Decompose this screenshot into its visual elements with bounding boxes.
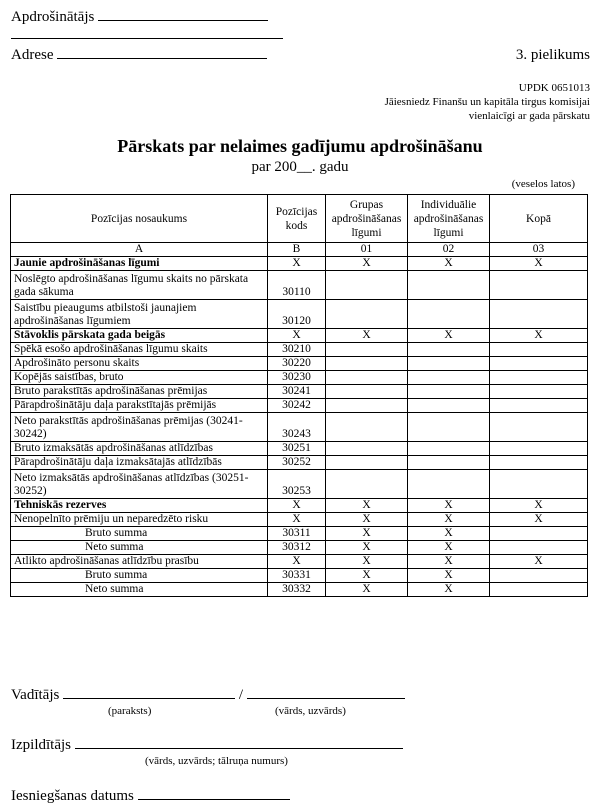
row-code-cell: 30110 — [268, 271, 326, 300]
row-name-cell: Atlikto apdrošināšanas atlīdzību prasību — [11, 555, 268, 569]
row-individual-cell[interactable]: X — [408, 257, 490, 271]
row-group-cell[interactable]: X — [326, 527, 408, 541]
row-group-cell[interactable]: X — [326, 513, 408, 527]
row-group-cell[interactable]: X — [326, 541, 408, 555]
col-name-header: Pozīcijas nosaukums — [11, 195, 268, 243]
row-individual-cell[interactable]: X — [408, 583, 490, 597]
insurer-input-line[interactable] — [98, 6, 268, 21]
table-row — [11, 329, 588, 343]
row-individual-cell[interactable] — [408, 470, 490, 499]
table-row — [11, 371, 588, 385]
submit-note-line1: Jāiesniedz Finanšu un kapitāla tirgus komisijai — [384, 96, 590, 108]
letter-cell: 03 — [490, 243, 588, 257]
row-individual-cell[interactable] — [408, 442, 490, 456]
table-row — [11, 257, 588, 271]
row-total-cell[interactable]: X — [490, 555, 588, 569]
row-code-cell: X — [268, 257, 326, 271]
row-individual-cell[interactable]: X — [408, 513, 490, 527]
table-row — [11, 555, 588, 569]
row-code-cell: 30242 — [268, 399, 326, 413]
table-row — [11, 343, 588, 357]
appendix-label: 3. pielikums — [515, 47, 590, 63]
executor-label: Izpildītājs — [11, 737, 71, 753]
table-row — [11, 470, 588, 499]
row-total-cell[interactable]: X — [490, 499, 588, 513]
row-code-cell: X — [268, 329, 326, 343]
executor-hint: (vārds, uzvārds; tālruņa numurs) — [145, 755, 288, 767]
row-code-cell: 30311 — [268, 527, 326, 541]
row-code-cell: X — [268, 513, 326, 527]
row-individual-cell[interactable] — [408, 343, 490, 357]
row-total-cell[interactable] — [490, 371, 588, 385]
report-period: par 200__. gadu — [251, 159, 349, 175]
row-code-cell: 30332 — [268, 583, 326, 597]
table-row — [11, 271, 588, 300]
address-field — [11, 44, 267, 64]
row-name-cell: Saistību pieaugums atbilstoši jaunajiem apdrošināšanas līgumiem — [11, 300, 268, 329]
row-name-cell: Apdrošināto personu skaits — [11, 357, 268, 371]
report-title: Pārskats par nelaimes gadījumu apdrošināšanu — [117, 136, 483, 156]
table-row — [11, 357, 588, 371]
row-name-cell: Stāvoklis pārskata gada beigās — [11, 329, 268, 343]
table-row — [11, 399, 588, 413]
row-individual-cell[interactable] — [408, 385, 490, 399]
row-total-cell[interactable] — [490, 413, 588, 442]
letter-cell: 01 — [326, 243, 408, 257]
row-group-cell[interactable]: X — [326, 583, 408, 597]
insurer-field — [11, 6, 268, 26]
slash: / — [238, 687, 243, 703]
row-group-cell[interactable] — [326, 399, 408, 413]
row-total-cell[interactable]: X — [490, 329, 588, 343]
table-row — [11, 385, 588, 399]
row-individual-cell[interactable] — [408, 371, 490, 385]
row-name-cell: Tehniskās rezerves — [11, 499, 268, 513]
table-row — [11, 513, 588, 527]
row-total-cell[interactable]: X — [490, 513, 588, 527]
row-total-cell[interactable] — [490, 442, 588, 456]
row-group-cell[interactable] — [326, 385, 408, 399]
row-group-cell[interactable] — [326, 371, 408, 385]
col-individual-header: Individuālie apdrošināšanas līgumi — [408, 195, 490, 243]
row-individual-cell[interactable] — [408, 456, 490, 470]
date-label: Iesniegšanas datums — [11, 788, 134, 804]
row-name-cell: Neto parakstītās apdrošināšanas prēmijas (30241-30242) — [11, 413, 268, 442]
manager-signature-line[interactable] — [63, 684, 235, 699]
table-row — [11, 583, 588, 597]
row-group-cell[interactable] — [326, 343, 408, 357]
row-group-cell[interactable] — [326, 357, 408, 371]
col-total-header: Kopā — [490, 195, 588, 243]
name-hint: (vārds, uzvārds) — [275, 705, 346, 717]
form-code: UPDK 0651013 — [518, 82, 590, 94]
row-total-cell[interactable] — [490, 541, 588, 555]
row-group-cell[interactable]: X — [326, 555, 408, 569]
row-code-cell: 30230 — [268, 371, 326, 385]
row-group-cell[interactable] — [326, 300, 408, 329]
manager-field — [11, 684, 405, 704]
row-code-cell: 30241 — [268, 385, 326, 399]
row-individual-cell[interactable]: X — [408, 527, 490, 541]
row-group-cell[interactable]: X — [326, 569, 408, 583]
row-code-cell: 30210 — [268, 343, 326, 357]
column-letters-row — [11, 243, 588, 257]
row-total-cell[interactable] — [490, 271, 588, 300]
table-row — [11, 569, 588, 583]
row-group-cell[interactable] — [326, 271, 408, 300]
row-name-cell: Bruto summa — [11, 569, 268, 583]
table-row — [11, 456, 588, 470]
row-individual-cell[interactable]: X — [408, 329, 490, 343]
letter-cell: B — [268, 243, 326, 257]
row-name-cell: Nenopelnīto prēmiju un neparedzēto risku — [11, 513, 268, 527]
row-total-cell[interactable] — [490, 527, 588, 541]
table-row — [11, 413, 588, 442]
row-total-cell[interactable] — [490, 583, 588, 597]
row-code-cell: X — [268, 499, 326, 513]
manager-name-line[interactable] — [247, 684, 405, 699]
col-group-header: Grupas apdrošināšanas līgumi — [326, 195, 408, 243]
report-table — [10, 194, 588, 597]
row-code-cell: 30312 — [268, 541, 326, 555]
row-individual-cell[interactable] — [408, 357, 490, 371]
row-group-cell[interactable] — [326, 456, 408, 470]
units-note: (veselos latos) — [511, 178, 575, 190]
address-label: Adrese — [11, 47, 54, 63]
row-total-cell[interactable]: X — [490, 257, 588, 271]
row-name-cell: Bruto summa — [11, 527, 268, 541]
date-line[interactable] — [138, 785, 290, 800]
insurer-label: Apdrošinātājs — [11, 9, 95, 25]
row-name-cell: Pārapdrošinātāju daļa parakstītajās prēmijās — [11, 399, 268, 413]
row-group-cell[interactable]: X — [326, 499, 408, 513]
row-group-cell[interactable]: X — [326, 329, 408, 343]
row-total-cell[interactable] — [490, 343, 588, 357]
row-code-cell: 30220 — [268, 357, 326, 371]
row-code-cell: 30331 — [268, 569, 326, 583]
row-total-cell[interactable] — [490, 456, 588, 470]
row-total-cell[interactable] — [490, 300, 588, 329]
row-code-cell: X — [268, 555, 326, 569]
row-total-cell[interactable] — [490, 385, 588, 399]
table-header-row — [11, 195, 588, 243]
row-code-cell: 30251 — [268, 442, 326, 456]
executor-field — [11, 734, 403, 754]
row-individual-cell[interactable] — [408, 399, 490, 413]
row-name-cell: Bruto parakstītās apdrošināšanas prēmijas — [11, 385, 268, 399]
table-row — [11, 300, 588, 329]
row-group-cell[interactable] — [326, 413, 408, 442]
address-input-line[interactable] — [57, 44, 267, 59]
row-name-cell: Pārapdrošinātāju daļa izmaksātajās atlīdzībās — [11, 456, 268, 470]
row-name-cell: Noslēgto apdrošināšanas līgumu skaits no pārskata gada sākuma — [11, 271, 268, 300]
row-individual-cell[interactable]: X — [408, 555, 490, 569]
row-individual-cell[interactable] — [408, 300, 490, 329]
row-code-cell: 30252 — [268, 456, 326, 470]
row-name-cell: Kopējās saistības, bruto — [11, 371, 268, 385]
executor-line[interactable] — [75, 734, 403, 749]
row-group-cell[interactable]: X — [326, 257, 408, 271]
row-total-cell[interactable] — [490, 470, 588, 499]
letter-cell: 02 — [408, 243, 490, 257]
date-field — [11, 785, 290, 805]
row-group-cell[interactable] — [326, 442, 408, 456]
row-code-cell: 30253 — [268, 470, 326, 499]
row-name-cell: Bruto izmaksātās apdrošināšanas atlīdzības — [11, 442, 268, 456]
col-code-header: Pozīcijas kods — [268, 195, 326, 243]
row-group-cell[interactable] — [326, 470, 408, 499]
row-name-cell: Jaunie apdrošināšanas līgumi — [11, 257, 268, 271]
manager-label: Vadītājs — [11, 687, 60, 703]
insurer-second-line[interactable] — [11, 38, 283, 39]
letter-cell: A — [11, 243, 268, 257]
row-total-cell[interactable] — [490, 357, 588, 371]
signature-hint: (paraksts) — [108, 705, 152, 717]
table-row — [11, 499, 588, 513]
row-total-cell[interactable] — [490, 399, 588, 413]
row-individual-cell[interactable]: X — [408, 499, 490, 513]
table-row — [11, 527, 588, 541]
row-code-cell: 30243 — [268, 413, 326, 442]
submit-note-line2: vienlaicīgi ar gada pārskatu — [468, 110, 590, 122]
row-name-cell: Neto summa — [11, 541, 268, 555]
row-code-cell: 30120 — [268, 300, 326, 329]
row-individual-cell[interactable]: X — [408, 569, 490, 583]
table-row — [11, 541, 588, 555]
row-individual-cell[interactable] — [408, 271, 490, 300]
row-total-cell[interactable] — [490, 569, 588, 583]
row-name-cell: Neto summa — [11, 583, 268, 597]
row-individual-cell[interactable]: X — [408, 541, 490, 555]
row-name-cell: Neto izmaksātās apdrošināšanas atlīdzības (30251-30252) — [11, 470, 268, 499]
table-row — [11, 442, 588, 456]
row-name-cell: Spēkā esošo apdrošināšanas līgumu skaits — [11, 343, 268, 357]
row-individual-cell[interactable] — [408, 413, 490, 442]
